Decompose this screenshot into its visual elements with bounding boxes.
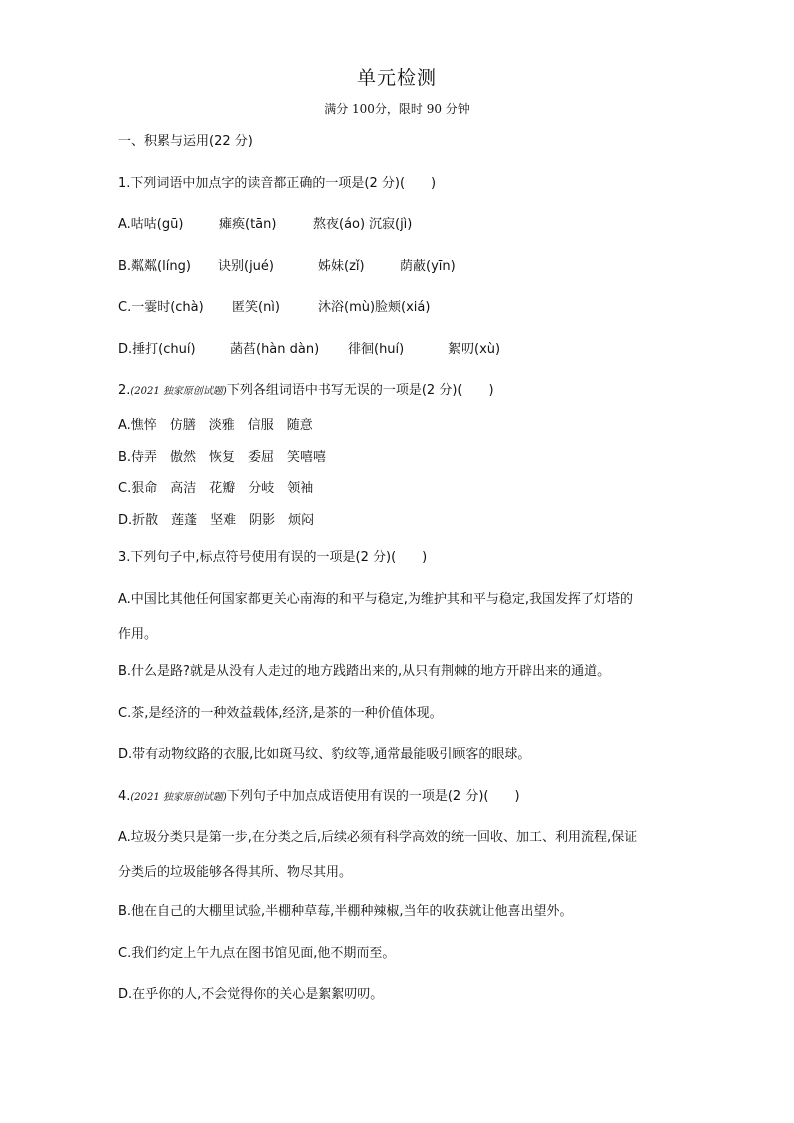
q1-d-word-1: D.捶打(chuí) xyxy=(118,342,196,357)
q1-c-word-1: C.一霎时(chà) xyxy=(118,300,204,315)
q4-question: 下列句子中加点成语使用有误的一项是(2 分)( ) xyxy=(226,789,520,804)
q4-number: 4. xyxy=(118,789,131,804)
q4-option-a-line1: A.垃圾分类只是第一步,在分类之后,后续必须有科学高效的统一回收、加工、利用流程,保证 xyxy=(118,830,638,845)
q4-option-c: C.我们约定上午九点在图书馆见面,他不期而至。 xyxy=(118,946,396,961)
q1-b-word-2: 诀别(jué) xyxy=(218,259,274,274)
q1-option-c xyxy=(118,300,430,316)
q2-number: 2. xyxy=(118,383,131,398)
q1-b-word-1: B.粼粼(líng) xyxy=(118,259,191,274)
q2-option-a: A.憔悴 仿膳 淡雅 信服 随意 xyxy=(118,418,313,433)
q3-option-d: D.带有动物纹路的衣服,比如斑马纹、豹纹等,通常最能吸引顾客的眼球。 xyxy=(118,747,531,762)
q2-source-tag: (2021 独家原创试题) xyxy=(130,386,227,397)
page-title: 单元检测 xyxy=(356,67,437,89)
q2-option-d: D.折散 莲蓬 坚难 阴影 烦闷 xyxy=(118,513,315,528)
q1-d-word-3: 徘徊(huí) xyxy=(348,342,405,357)
q1-a-word-3: 熬夜(áo) xyxy=(313,217,366,232)
q1-stem: 1.下列词语中加点字的读音都正确的一项是(2 分)( ) xyxy=(118,176,437,191)
q2-stem xyxy=(118,383,494,400)
q3-stem: 3.下列句子中,标点符号使用有误的一项是(2 分)( ) xyxy=(118,550,428,565)
q1-b-word-3: 姊妹(zǐ) xyxy=(318,259,365,274)
q2-option-b: B.侍弄 傲然 恢复 委屈 笑嘻嘻 xyxy=(118,450,327,465)
q3-option-c: C.茶,是经济的一种效益载体,经济,是茶的一种价值体现。 xyxy=(118,706,443,721)
q1-a-word-1: A.咕咕(gū) xyxy=(118,217,184,232)
section-heading: 一、积累与运用(22 分) xyxy=(118,134,253,149)
q4-stem xyxy=(118,789,520,806)
q4-option-d: D.在乎你的人,不会觉得你的关心是絮絮叨叨。 xyxy=(118,987,384,1002)
q4-option-a-line2: 分类后的垃圾能够各得其所、物尽其用。 xyxy=(118,865,353,880)
page-subtitle: 满分 100分，限时 90 分钟 xyxy=(324,102,470,116)
q3-option-a-line2: 作用。 xyxy=(118,627,158,642)
q3-option-a-line1: A.中国比其他任何国家都更关心南海的和平与稳定,为维护其和平与稳定,我国发挥了灯塔的 xyxy=(118,592,634,607)
q1-c-word-2: 匿笑(nì) xyxy=(232,300,280,315)
q1-a-word-2: 瘫痪(tān) xyxy=(219,217,277,232)
q1-a-word-4: 沉寂(jì) xyxy=(369,217,413,232)
q2-question: 下列各组词语中书写无误的一项是(2 分)( ) xyxy=(226,383,494,398)
q1-d-word-2: 菡萏(hàn dàn) xyxy=(230,342,320,357)
q1-option-d xyxy=(118,342,500,358)
q4-option-b: B.他在自己的大棚里试验,半棚种草莓,半棚种辣椒,当年的收获就让他喜出望外。 xyxy=(118,904,573,919)
q4-source-tag: (2021 独家原创试题) xyxy=(130,792,227,803)
q1-c-word-4: 脸颊(xiá) xyxy=(375,300,431,315)
q1-b-word-4: 荫蔽(yīn) xyxy=(400,259,456,274)
q1-d-word-4: 絮叨(xù) xyxy=(448,342,501,357)
q1-c-word-3: 沐浴(mù) xyxy=(318,300,376,315)
q1-option-b xyxy=(118,259,456,275)
q2-option-c: C.狠命 高洁 花瓣 分岐 领袖 xyxy=(118,481,314,496)
q1-option-a xyxy=(118,217,412,233)
q3-option-b: B.什么是路?就是从没有人走过的地方践踏出来的,从只有荆棘的地方开辟出来的通道。 xyxy=(118,664,611,679)
